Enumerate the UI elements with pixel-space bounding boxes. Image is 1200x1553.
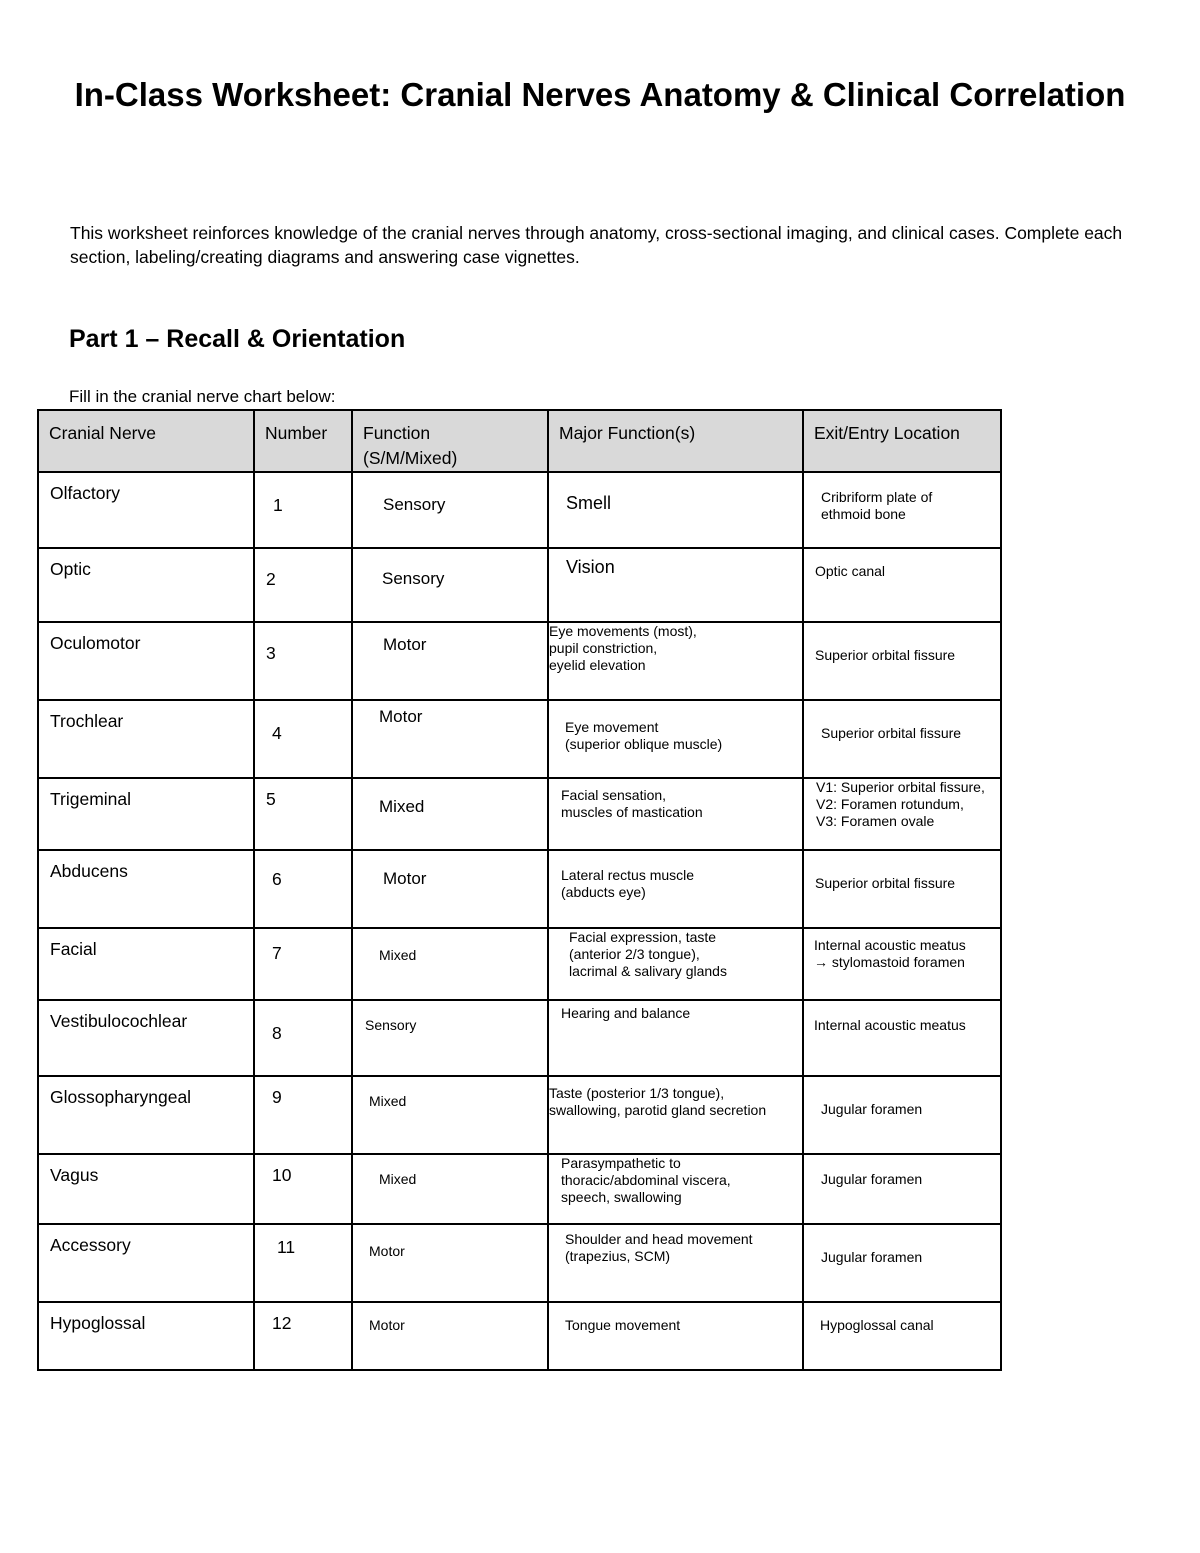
nerve-function-type: Sensory — [352, 1000, 548, 1076]
nerve-function-type: Sensory — [352, 472, 548, 548]
cranial-nerve-number: 11 — [254, 1224, 352, 1302]
nerve-function-type: Motor — [352, 1302, 548, 1370]
nerve-function-type: Motor — [352, 850, 548, 928]
nerve-major-functions: Parasympathetic to thoracic/abdominal viscera, speech, swallowing — [548, 1154, 803, 1224]
nerve-exit-location: Jugular foramen — [803, 1154, 1001, 1224]
nerve-function-type: Mixed — [352, 1154, 548, 1224]
nerve-exit-location: Superior orbital fissure — [803, 850, 1001, 928]
cranial-nerve-name: Accessory — [38, 1224, 254, 1302]
cranial-nerve-name: Optic — [38, 548, 254, 622]
cranial-nerve-number: 9 — [254, 1076, 352, 1154]
table-row — [38, 778, 1001, 850]
nerve-exit-location: Internal acoustic meatus → stylomastoid foramen — [803, 928, 1001, 1000]
cranial-nerve-number: 8 — [254, 1000, 352, 1076]
table-row — [38, 548, 1001, 622]
cranial-nerve-name: Trigeminal — [38, 778, 254, 850]
worksheet-title: In-Class Worksheet: Cranial Nerves Anatomy & Clinical Correlation — [74, 76, 1126, 113]
nerve-exit-location: Superior orbital fissure — [803, 622, 1001, 700]
nerve-exit-location: Jugular foramen — [803, 1224, 1001, 1302]
table-row — [38, 1000, 1001, 1076]
header-function: Function (S/M/Mixed) — [352, 410, 548, 472]
cranial-nerve-number: 12 — [254, 1302, 352, 1370]
nerve-exit-location: Hypoglossal canal — [803, 1302, 1001, 1370]
table-row — [38, 1076, 1001, 1154]
cranial-nerve-name: Facial — [38, 928, 254, 1000]
nerve-major-functions: Hearing and balance — [548, 1000, 803, 1076]
cranial-nerve-name: Vagus — [38, 1154, 254, 1224]
table-row — [38, 1224, 1001, 1302]
header-number: Number — [254, 410, 352, 472]
table-row — [38, 700, 1001, 778]
header-major-functions: Major Function(s) — [548, 410, 803, 472]
nerve-function-type: Motor — [352, 1224, 548, 1302]
cranial-nerve-number: 3 — [254, 622, 352, 700]
cranial-nerve-number: 6 — [254, 850, 352, 928]
cranial-nerve-number: 1 — [254, 472, 352, 548]
cranial-nerve-name: Vestibulocochlear — [38, 1000, 254, 1076]
cranial-nerve-name: Oculomotor — [38, 622, 254, 700]
nerve-function-type: Mixed — [352, 928, 548, 1000]
part-1-heading: Part 1 – Recall & Orientation — [69, 325, 406, 353]
nerve-major-functions: Taste (posterior 1/3 tongue), swallowing, parotid gland secretion — [548, 1076, 803, 1154]
nerve-major-functions: Vision — [548, 548, 803, 622]
nerve-exit-location: V1: Superior orbital fissure, V2: Foramen rotundum, V3: Foramen ovale — [803, 778, 1001, 850]
nerve-function-type: Motor — [352, 700, 548, 778]
cranial-nerve-table — [37, 409, 1002, 1371]
header-exit-entry-location: Exit/Entry Location — [803, 410, 1001, 472]
table-row — [38, 1302, 1001, 1370]
nerve-major-functions: Tongue movement — [548, 1302, 803, 1370]
nerve-major-functions: Shoulder and head movement (trapezius, SCM) — [548, 1224, 803, 1302]
nerve-major-functions: Smell — [548, 472, 803, 548]
table-row — [38, 1154, 1001, 1224]
intro-paragraph: This worksheet reinforces knowledge of the cranial nerves through anatomy, cross-sectional imaging, and clinical cases. Complete each section, labeling/creating diagrams and answering case vignettes. — [70, 223, 1123, 267]
cranial-nerve-number: 5 — [254, 778, 352, 850]
nerve-function-type: Sensory — [352, 548, 548, 622]
table-row — [38, 622, 1001, 700]
header-cranial-nerve: Cranial Nerve — [38, 410, 254, 472]
nerve-exit-location: Cribriform plate of ethmoid bone — [803, 472, 1001, 548]
nerve-major-functions: Facial sensation, muscles of mastication — [548, 778, 803, 850]
nerve-major-functions: Eye movements (most), pupil constriction, eyelid elevation — [548, 622, 803, 700]
cranial-nerve-name: Glossopharyngeal — [38, 1076, 254, 1154]
nerve-exit-location: Superior orbital fissure — [803, 700, 1001, 778]
cranial-nerve-name: Hypoglossal — [38, 1302, 254, 1370]
cranial-nerve-name: Olfactory — [38, 472, 254, 548]
table-row — [38, 850, 1001, 928]
part-1-instruction: Fill in the cranial nerve chart below: — [69, 387, 336, 406]
table-header-row — [38, 410, 1001, 472]
table-row — [38, 928, 1001, 1000]
nerve-major-functions: Eye movement (superior oblique muscle) — [548, 700, 803, 778]
cranial-nerve-number: 10 — [254, 1154, 352, 1224]
nerve-major-functions: Facial expression, taste (anterior 2/3 tongue), lacrimal & salivary glands — [548, 928, 803, 1000]
cranial-nerve-number: 7 — [254, 928, 352, 1000]
nerve-function-type: Mixed — [352, 778, 548, 850]
nerve-exit-location: Optic canal — [803, 548, 1001, 622]
cranial-nerve-number: 2 — [254, 548, 352, 622]
nerve-exit-location: Internal acoustic meatus — [803, 1000, 1001, 1076]
nerve-function-type: Mixed — [352, 1076, 548, 1154]
table-row — [38, 472, 1001, 548]
cranial-nerve-name: Trochlear — [38, 700, 254, 778]
cranial-nerve-number: 4 — [254, 700, 352, 778]
cranial-nerve-name: Abducens — [38, 850, 254, 928]
nerve-exit-location: Jugular foramen — [803, 1076, 1001, 1154]
nerve-major-functions: Lateral rectus muscle (abducts eye) — [548, 850, 803, 928]
nerve-function-type: Motor — [352, 622, 548, 700]
